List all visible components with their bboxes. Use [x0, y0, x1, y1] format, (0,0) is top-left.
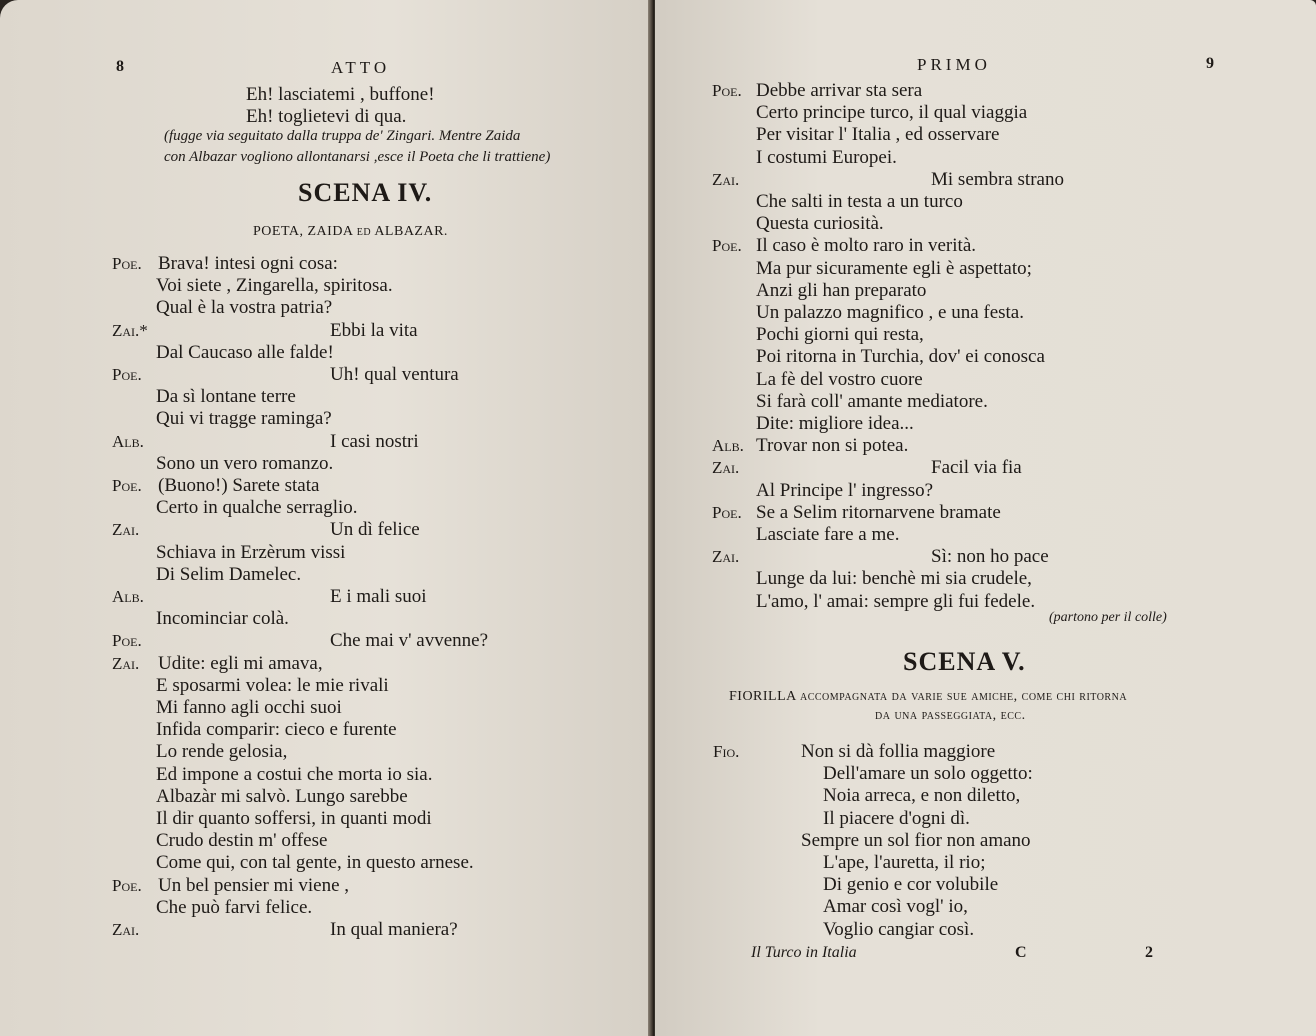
dialogue-line: Che salti in testa a un turco — [756, 191, 963, 212]
dialogue-line: Brava! intesi ogni cosa: — [158, 253, 338, 274]
stage-direction: con Albazar vogliono allontanarsi ,esce il Poeta che li trattiene) — [164, 149, 551, 165]
aria-line: Noia arreca, e non diletto, — [823, 785, 1021, 807]
speaker-label: Poe. — [112, 365, 142, 384]
dialogue-line: Il caso è molto raro in verità. — [756, 235, 977, 257]
speaker-label: Zai.* — [112, 320, 148, 340]
exit-direction: (partono per il colle) — [1049, 610, 1167, 625]
dialogue-line: Si farà coll' amante mediatore. — [756, 390, 988, 412]
speaker-label: Zai. — [712, 547, 740, 567]
speaker-label: Zai. — [112, 653, 140, 673]
signature-number: 2 — [1145, 944, 1153, 961]
speaker-label: Poe. — [112, 631, 142, 651]
dialogue-line: Voi siete , Zingarella, spiritosa. — [156, 275, 393, 297]
dialogue-line: Lunge da lui: benchè mi sia crudele, — [756, 568, 1032, 590]
dialogue-line: Lo rende gelosia, — [156, 741, 288, 763]
right-page — [655, 0, 1316, 1036]
speaker-label: Zai. — [712, 169, 740, 189]
dialogue-line: Mi fanno agli occhi suoi — [156, 697, 342, 718]
dialogue-line: Udite: egli mi amava, — [158, 652, 323, 674]
aria-line: Di genio e cor volubile — [823, 874, 999, 896]
dialogue-line: Anzi gli han preparato — [756, 279, 927, 301]
scene-description: FIORILLA accompagnata da varie sue amiche, come chi ritorna — [729, 689, 1128, 704]
dialogue-line: Da sì lontane terre — [156, 386, 296, 408]
dialogue-line: Ma pur sicuramente egli è aspettato; — [756, 257, 1032, 279]
footer-title: Il Turco in Italia — [751, 944, 857, 961]
signature-letter: C — [1015, 944, 1027, 961]
dialogue-line: L'amo, l' amai: sempre gli fui fedele. — [756, 590, 1036, 612]
dialogue-line: Incominciar colà. — [156, 608, 289, 630]
dialogue-line: In qual maniera? — [330, 919, 458, 940]
speaker-label: Alb. — [112, 431, 144, 451]
aria-line: L'ape, l'auretta, il rio; — [823, 852, 986, 873]
dialogue-line: Pochi giorni qui resta, — [756, 324, 924, 346]
aria-line: Sempre un sol fior non amano — [801, 829, 1031, 851]
running-header: ATTO — [331, 58, 391, 77]
dialogue-line: Albazàr mi salvò. Lungo sarebbe — [156, 785, 408, 807]
dialogue-line: Debbe arrivar sta sera — [756, 80, 923, 101]
dialogue-line: (Buono!) Sarete stata — [158, 475, 320, 496]
dialogue-line: Lasciate fare a me. — [756, 524, 900, 545]
dialogue-line: Sono un vero romanzo. — [156, 452, 334, 474]
speaker-label: Alb. — [712, 436, 744, 456]
dialogue-line: Sì: non ho pace — [931, 546, 1049, 568]
speaker-label: Zai. — [112, 920, 140, 939]
speaker-label: Poe. — [712, 236, 742, 256]
speaker-label: Zai. — [112, 520, 140, 540]
verse-line: Eh! toglietevi di qua. — [246, 106, 407, 127]
dialogue-line: Ed impone a costui che morta io sia. — [156, 763, 433, 785]
dialogue-line: Che mai v' avvenne? — [330, 630, 489, 652]
dialogue-line: Per visitar l' Italia , ed osservare — [756, 124, 1000, 146]
dialogue-line: Di Selim Damelec. — [156, 563, 302, 585]
scene-description: da una passeggiata, ecc. — [875, 708, 1026, 723]
speaker-label: Zai. — [712, 458, 740, 478]
speaker-label: Fio. — [713, 742, 740, 761]
dialogue-line: Se a Selim ritornarvene bramate — [756, 501, 1001, 523]
scene-characters: POETA, ZAIDA ed ALBAZAR. — [253, 224, 448, 239]
dialogue-line: Qui vi tragge raminga? — [156, 408, 332, 430]
dialogue-line: La fè del vostro cuore — [756, 368, 923, 390]
speaker-label: Poe. — [712, 81, 742, 100]
page-number: 9 — [1206, 55, 1214, 72]
aria-line: Il piacere d'ogni dì. — [823, 807, 970, 829]
dialogue-line: Al Principe l' ingresso? — [756, 479, 934, 501]
speaker-label: Poe. — [112, 476, 142, 495]
dialogue-line: Il dir quanto soffersi, in quanti modi — [156, 808, 432, 829]
dialogue-line: Infida comparir: cieco e furente — [156, 719, 397, 741]
speaker-label: Alb. — [112, 587, 144, 606]
dialogue-line: Dite: migliore idea... — [756, 413, 914, 434]
dialogue-line: Poi ritorna in Turchia, dov' ei conosca — [756, 346, 1045, 368]
aria-line: Voglio cangiar così. — [823, 918, 975, 940]
dialogue-line: I casi nostri — [330, 430, 419, 452]
dialogue-line: I costumi Europei. — [756, 146, 897, 168]
dialogue-line: Come qui, con tal gente, in questo arnese. — [156, 852, 474, 874]
dialogue-line: Che può farvi felice. — [156, 896, 313, 918]
scene-title: SCENA IV. — [298, 178, 433, 207]
aria-line: Amar così vogl' io, — [823, 896, 968, 918]
dialogue-line: Trovar non si potea. — [756, 435, 909, 457]
left-page — [0, 0, 651, 1036]
dialogue-line: Qual è la vostra patria? — [156, 297, 333, 319]
dialogue-line: Questa curiosità. — [756, 213, 884, 235]
stage-direction: (fugge via seguitato dalla truppa de' Zingari. Mentre Zaida — [164, 128, 521, 144]
dialogue-line: Facil via fia — [931, 457, 1022, 479]
dialogue-line: Certo principe turco, il qual viaggia — [756, 102, 1028, 124]
running-header: PRIMO — [917, 55, 991, 74]
page-number: 8 — [116, 58, 124, 75]
dialogue-line: Ebbi la vita — [330, 319, 418, 341]
speaker-label: Poe. — [112, 875, 142, 895]
aria-line: Dell'amare un solo oggetto: — [823, 763, 1033, 785]
dialogue-line: E sposarmi volea: le mie rivali — [156, 674, 389, 696]
dialogue-line: Schiava in Erzèrum vissi — [156, 541, 346, 563]
dialogue-line: Un palazzo magnifico , e una festa. — [756, 302, 1024, 323]
scene-title: SCENA V. — [903, 647, 1026, 676]
verse-line: Eh! lasciatemi , buffone! — [246, 84, 435, 105]
dialogue-line: Un dì felice — [330, 519, 420, 541]
dialogue-line: Crudo destin m' offese — [156, 830, 328, 852]
speaker-label: Poe. — [712, 502, 742, 522]
dialogue-line: E i mali suoi — [330, 586, 427, 607]
speaker-label: Poe. — [112, 254, 142, 273]
aria-line: Non si dà follia maggiore — [801, 741, 996, 762]
dialogue-line: Dal Caucaso alle falde! — [156, 341, 334, 363]
dialogue-line: Uh! qual ventura — [330, 364, 459, 385]
dialogue-line: Mi sembra strano — [931, 168, 1064, 190]
dialogue-line: Certo in qualche serraglio. — [156, 497, 358, 519]
dialogue-line: Un bel pensier mi viene , — [158, 874, 350, 896]
